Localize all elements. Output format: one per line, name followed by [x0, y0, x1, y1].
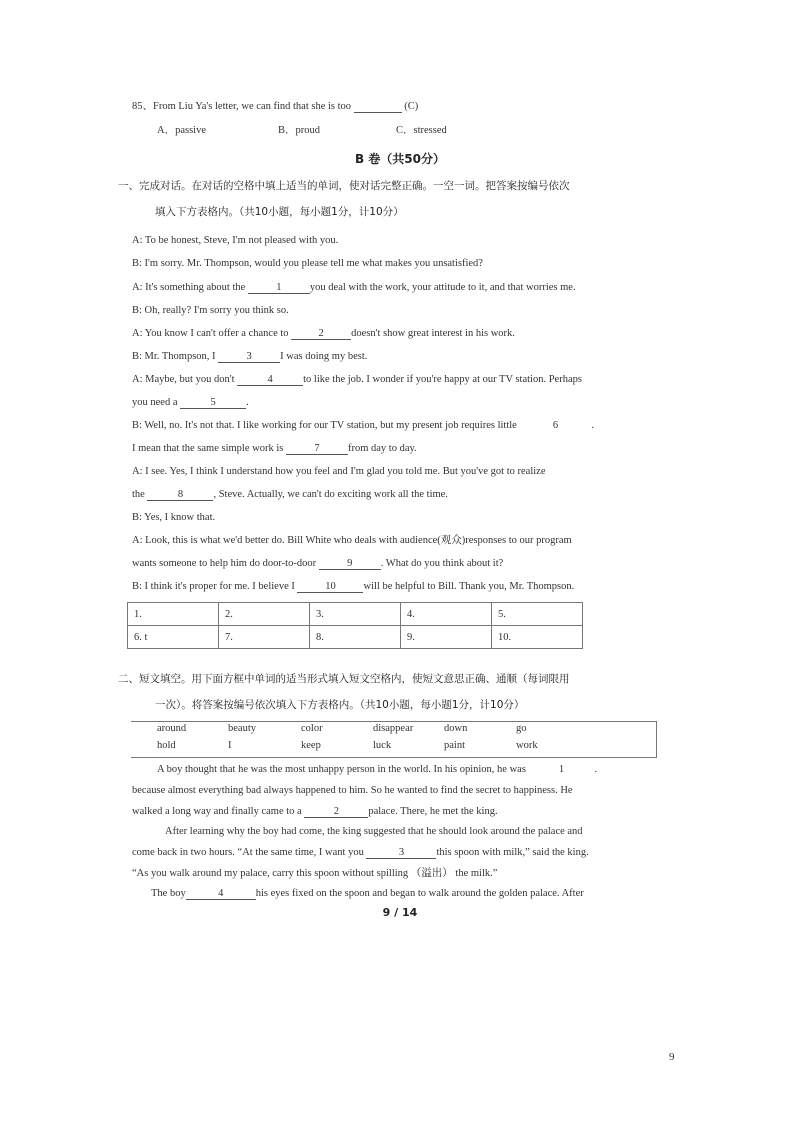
- word-box-item: work: [516, 740, 538, 751]
- q85-option-b: B．proud: [278, 125, 320, 136]
- word-box-item: disappear: [373, 723, 414, 734]
- dialogue-line-12: the 8 , Steve. Actually, we can't do exciting work all the time.: [132, 489, 448, 500]
- blank-4: 4: [237, 374, 303, 386]
- part2-instruction-line2: 一次）。将答案按编号依次填入下方表格内。（共10小题，每小题1分，计10分）: [155, 699, 525, 711]
- word-box-item: I: [228, 740, 232, 751]
- part2-instruction-line1: 二、短文填空。用下面方框中单词的适当形式填入短文空格内，使短文意思正确、通顺（每词限用: [118, 673, 570, 685]
- dialogue-line-14: A: Look, this is what we'd better do. Bill White who deals with audience(观众)responses to our program: [132, 535, 572, 546]
- blank-7: 7: [286, 443, 348, 455]
- q85-option-a: A．passive: [157, 125, 206, 136]
- footer-page-number: 9: [669, 1051, 675, 1063]
- passage-line-7: The boy 4 his eyes fixed on the spoon and began to walk around the golden palace. After: [151, 888, 584, 899]
- word-box-top-border: [131, 721, 657, 722]
- part1-instruction-line1: 一、完成对话。在对话的空格中填上适当的单词，使对话完整正确。一空一词。把答案按编号依次: [118, 180, 570, 192]
- word-box-item: keep: [301, 740, 321, 751]
- word-box-item: go: [516, 723, 527, 734]
- blank-3: 3: [218, 351, 280, 363]
- table-row: [128, 603, 583, 626]
- dialogue-line-11: A: I see. Yes, I think I understand how you feel and I'm glad you told me. But you've got to realize: [132, 466, 546, 477]
- part1-instruction-line2: 填入下方表格内。（共10小题，每小题1分，计10分）: [155, 206, 404, 218]
- dialogue-line-9: B: Well, no. It's not that. I like working for our TV station, but my present job requires little 6 .: [132, 420, 595, 431]
- passage-blank-4: 4: [186, 888, 256, 900]
- dialogue-line-4: B: Oh, really? I'm sorry you think so.: [132, 305, 289, 316]
- answer-cell-9[interactable]: 9.: [401, 626, 492, 649]
- dialogue-line-3: A: It's something about the 1 you deal with the work, your attitude to it, and that worries me.: [132, 282, 576, 293]
- q85-blank: [354, 101, 402, 113]
- answer-cell-1[interactable]: 1.: [128, 603, 219, 626]
- question-85: [132, 100, 418, 114]
- dialogue-line-15: wants someone to help him do door-to-door 9 . What do you think about it?: [132, 558, 504, 569]
- blank-6: 6: [552, 420, 559, 431]
- answer-cell-5[interactable]: 5.: [492, 603, 583, 626]
- dialogue-line-2: B: I'm sorry. Mr. Thompson, would you please tell me what makes you unsatisfied?: [132, 258, 483, 269]
- word-box-item: color: [301, 723, 323, 734]
- table-row: [128, 626, 583, 649]
- blank-5: 5: [180, 397, 246, 409]
- passage-line-1: A boy thought that he was the most unhappy person in the world. In his opinion, he was 1 .: [157, 764, 598, 775]
- passage-line-4: After learning why the boy had come, the king suggested that he should look around the palace and: [165, 826, 583, 837]
- passage-line-3: walked a long way and finally came to a 2 palace. There, he met the king.: [132, 806, 498, 817]
- answer-cell-4[interactable]: 4.: [401, 603, 492, 626]
- word-box-item: hold: [157, 740, 176, 751]
- blank-2: 2: [291, 328, 351, 340]
- word-box-right-border: [656, 721, 657, 757]
- dialogue-line-5: A: You know I can't offer a chance to 2 doesn't show great interest in his work.: [132, 328, 515, 339]
- word-box-item: around: [157, 723, 187, 734]
- q85-option-c: C．stressed: [396, 125, 447, 136]
- blank-1: 1: [248, 282, 310, 294]
- passage-blank-3: 3: [366, 847, 436, 859]
- answer-cell-7[interactable]: 7.: [219, 626, 310, 649]
- answer-cell-3[interactable]: 3.: [310, 603, 401, 626]
- q85-stem: 85、From Liu Ya's letter, we can find that she is too: [132, 101, 352, 112]
- dialogue-line-13: B: Yes, I know that.: [132, 512, 216, 523]
- answer-table: [127, 602, 583, 649]
- page-number: 9 / 14: [382, 906, 418, 919]
- word-box-item: beauty: [228, 723, 256, 734]
- answer-cell-6[interactable]: 6. t: [128, 626, 219, 649]
- answer-cell-8[interactable]: 8.: [310, 626, 401, 649]
- word-box-item: paint: [444, 740, 465, 751]
- dialogue-line-10: I mean that the same simple work is 7 from day to day.: [132, 443, 417, 454]
- word-box-bottom-border: [131, 757, 657, 758]
- passage-line-5: come back in two hours. “At the same time, I want you 3 this spoon with milk,” said the king.: [132, 847, 589, 858]
- dialogue-line-16: B: I think it's proper for me. I believe I 10 will be helpful to Bill. Thank you, Mr. Thompson.: [132, 581, 575, 592]
- dialogue-line-1: A: To be honest, Steve, I'm not pleased with you.: [132, 235, 339, 246]
- passage-line-2: because almost everything bad always happened to him. So he wanted to find the secret to happiness. He: [132, 785, 573, 796]
- answer-cell-2[interactable]: 2.: [219, 603, 310, 626]
- blank-9: 9: [319, 558, 381, 570]
- gloss-spill: （溢出）: [410, 867, 453, 879]
- word-box-item: down: [444, 723, 468, 734]
- passage-blank-2: 2: [304, 806, 368, 818]
- dialogue-line-8: you need a 5 .: [132, 397, 249, 408]
- passage-blank-1: 1: [558, 764, 565, 775]
- word-box-item: luck: [373, 740, 392, 751]
- blank-10: 10: [297, 581, 363, 593]
- section-title: B 卷（共50分）: [354, 152, 446, 166]
- dialogue-line-6: B: Mr. Thompson, I 3 I was doing my best.: [132, 351, 368, 362]
- dialogue-line-7: A: Maybe, but you don't 4 to like the job. I wonder if you're happy at our TV station. Perhaps: [132, 374, 582, 385]
- q85-answer: (C): [404, 101, 419, 112]
- passage-line-6: “As you walk around my palace, carry this spoon without spilling （溢出） the milk.”: [132, 867, 498, 879]
- answer-cell-10[interactable]: 10.: [492, 626, 583, 649]
- blank-8: 8: [147, 489, 213, 501]
